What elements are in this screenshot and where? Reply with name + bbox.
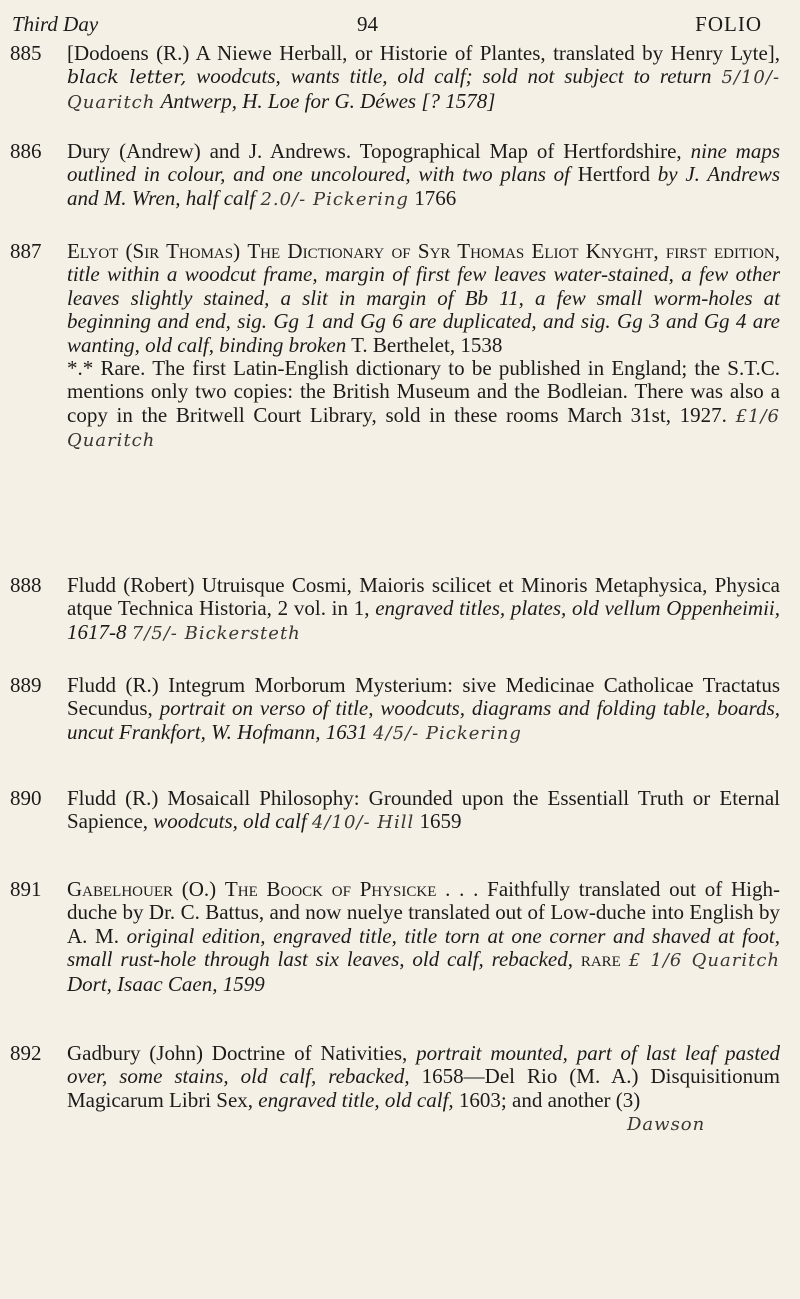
lot-description: Gadbury (John) Doctrine of Nativities, portrait mounted, part of last leaf pasted over, some stains, old calf, rebacked, 1658—Del Rio (M. A.) Disquisitionum Magicarum Libri Sex, engraved title, old calf, 1603; and another (3) Dawson [67, 1041, 781, 1136]
handwritten-note: 2.0/- Pickering [260, 188, 409, 210]
header-day: Third Day [12, 12, 99, 36]
handwritten-note: £1/6 Quaritch [67, 405, 780, 452]
lot-888 [10, 574, 780, 645]
lot-number: 889 [10, 673, 42, 697]
lot-number: 891 [10, 877, 42, 901]
lot-885 [10, 42, 780, 114]
lot-description: Fludd (R.) Mosaicall Philosophy: Grounded upon the Essentiall Truth or Eternal Sapience, woodcuts, old calf 4/10/- Hill 1659 [67, 786, 780, 834]
running-header [12, 8, 762, 38]
lot-887 [10, 240, 780, 453]
lot-description: Elyot (Sir Thomas) The Dictionary of Syr Thomas Eliot Knyght, first edition, title within a woodcut frame, margin of first few leaves water-stained, a few other leaves slightly stained, a slit in margin of Bb 11, a few small worm-holes at beginning and end, sig. Gg 1 and Gg 6 are duplicated, and sig. Gg 3 and Gg 4 are wanting, old calf, binding broken T. Berthelet, 1538 *.* Rare. The first Latin-English dictionary to be published in England; the S.T.C. mentions only two copies: the British Museum and the Bodleian. There was also a copy in the Britwell Court Library, sold in these rooms March 31st, 1927. £1/6 Quaritch [67, 239, 781, 452]
header-format: FOLIO [695, 12, 762, 36]
lot-886 [10, 140, 780, 211]
lot-number: 890 [10, 786, 42, 810]
lot-description: Fludd (Robert) Utruisque Cosmi, Maioris scilicet et Minoris Metaphysica, Physica atque Technica Historia, 2 vol. in 1, engraved titles, plates, old vellum Oppenheimii, 1617-8 7/5/- Bickersteth [67, 573, 781, 644]
lot-891 [10, 878, 780, 996]
lot-number: 886 [10, 139, 42, 163]
handwritten-note: 7/5/- Bickersteth [131, 622, 301, 644]
handwritten-note: Dawson [627, 1114, 706, 1136]
handwritten-note: 4/10/- Hill [311, 812, 415, 834]
lot-description: [Dodoens (R.) A Niewe Herball, or Historie of Plantes, translated by Henry Lyte], black letter, woodcuts, wants title, old calf; sold not subject to return 5/10/- Quaritch Antwerp, H. Loe for G. Déwes [? 1578] [67, 41, 781, 113]
lot-number: 885 [10, 41, 42, 65]
page-number: 94 [357, 12, 378, 36]
lot-889 [10, 674, 780, 745]
lot-number: 892 [10, 1041, 42, 1065]
handwritten-note: 5/10/- Quaritch [67, 67, 781, 113]
lot-number: 887 [10, 239, 42, 263]
lot-description: Gabelhouer (O.) The Boock of Physicke . . . Faithfully translated out of High-duche by Dr. C. Battus, and now nuelye translated out of Low-duche into English by A. M. original edition, engraved title, title torn at one corner and shaved at foot, small rust-hole through last six leaves, old calf, rebacked, rare £ 1/6 Quaritch Dort, Isaac Caen, 1599 [67, 877, 781, 996]
lot-number: 888 [10, 573, 42, 597]
lot-892 [10, 1042, 780, 1137]
lot-description: Dury (Andrew) and J. Andrews. Topographical Map of Hertfordshire, nine maps outlined in colour, and one uncoloured, with two plans of Hertford by J. Andrews and M. Wren, half calf 2.0/- Pickering 1766 [67, 139, 781, 210]
handwritten-note: 4/5/- Pickering [373, 722, 522, 744]
asterisk-note-marker: *.* [67, 356, 94, 381]
handwritten-note: £ 1/6 Quaritch [628, 950, 781, 972]
lot-890 [10, 787, 780, 835]
lot-description: Fludd (R.) Integrum Morborum Mysterium: sive Medicinae Catholicae Tractatus Secundus, portrait on verso of title, woodcuts, diagrams and folding table, boards, uncut Frankfort, W. Hofmann, 1631 4/5/- Pickering [67, 673, 781, 744]
